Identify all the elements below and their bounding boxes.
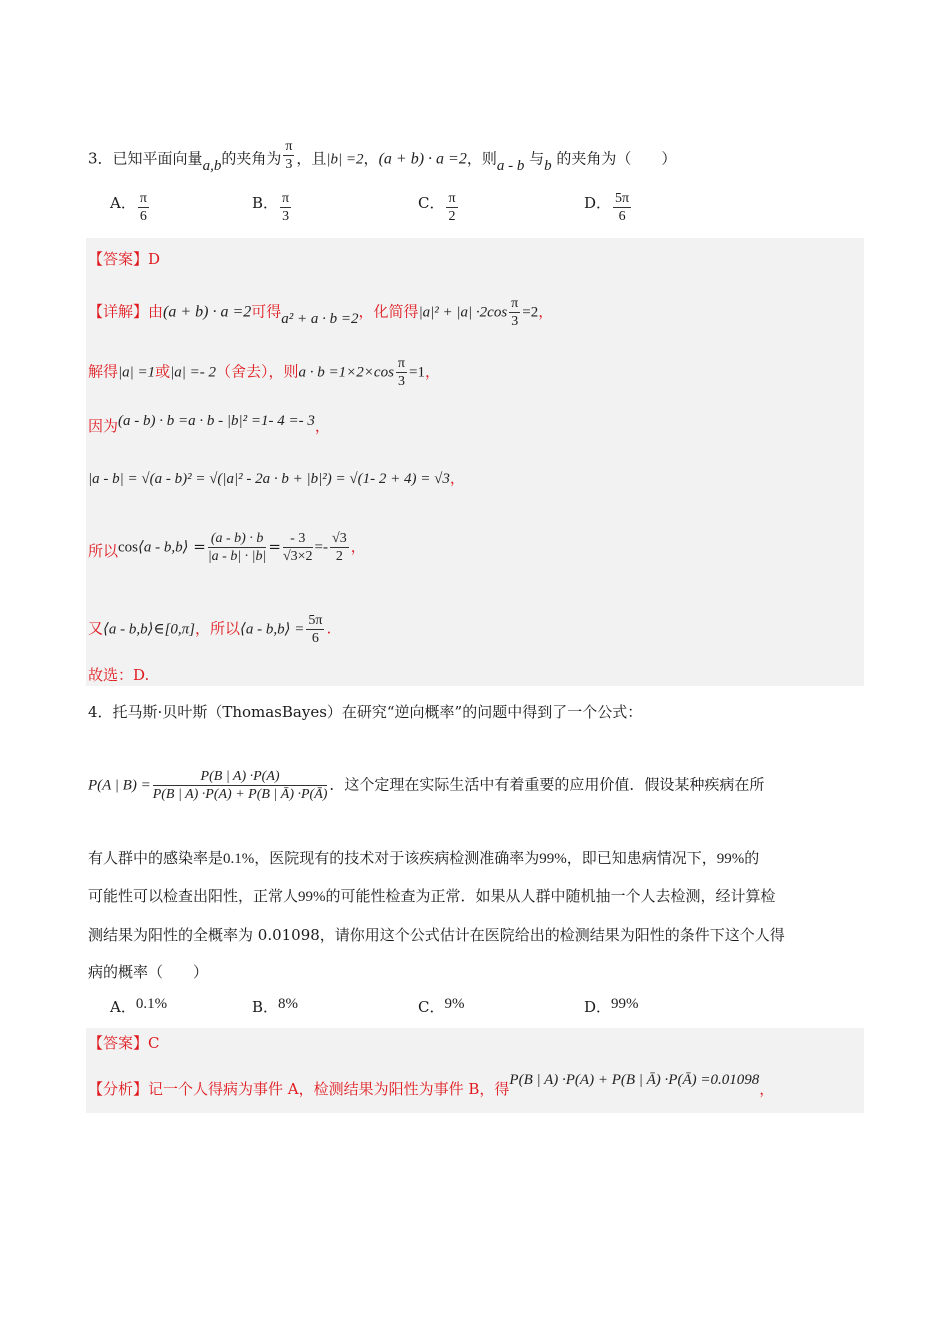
- q3-choose: 故选：D.: [88, 666, 150, 684]
- q4-analysis: 【分析】记一个人得病为事件 A，检测结果为阳性为事件 B，得P(B | A) ·P(A) + P(B | Ā) ·P(Ā) =0.01098，: [88, 1072, 775, 1098]
- q3-option-b[interactable]: B． $\frac{\pi}{3}$: [252, 191, 290, 224]
- q3-detail-line2: 解得|a| =1或|a| =- 2（舍去），则a · b =1×2×cos $\frac{\pi}{3}$ =1，: [88, 356, 440, 389]
- q4-line4: 测结果为阳性的全概率为 0.01098，请你用这个公式估计在医院给出的检测结果为阳性的条件下这个人得: [88, 926, 785, 944]
- q3-option-c[interactable]: C． $\frac{\pi}{2}$: [418, 191, 456, 224]
- q4-option-b[interactable]: B．8%: [252, 996, 299, 1016]
- q4-line5: 病的概率（ ）: [88, 963, 209, 981]
- q3-detail-line3: 因为(a - b) · b =a · b - |b|² =1- 4 =- 3，: [88, 413, 330, 435]
- q4-option-d[interactable]: D．99%: [584, 996, 639, 1016]
- q4-line2: 有人群中的感染率是0.1%，医院现有的技术对于该疾病检测准确率为99%，即已知患病情况下，99%的: [88, 849, 760, 867]
- q4-answer: 【答案】C: [88, 1034, 160, 1052]
- q3-detail-line1: 【详解】由(a + b) · a =2可得a² + a · b =2，化简得|a|² + |a| ·2cos $\frac{\pi}{3}$ =2，: [88, 296, 554, 329]
- q3-option-a[interactable]: A． $\frac{\pi}{6}$: [110, 191, 147, 224]
- q4-formula-line: P(A | B) = $\frac{P(B | A) \cdot P(A)}{P(B | A) \cdot P(A) + P(B | Ā) \cdot P(Ā)}$ ．这个定理在实际生活中有着重要的应用价值．假设某种疾病在所: [88, 769, 765, 802]
- q4-line3: 可能性可以检查出阳性，正常人99%的可能性检查为正常．如果从人群中随机抽一个人去检测，经计算检: [88, 887, 776, 905]
- q4-stem: 4．托马斯·贝叶斯（ThomasBayes）在研究“逆向概率”的问题中得到了一个公式：: [88, 703, 643, 721]
- q3-detail-line5: 所以cos⟨a - b,b⟩ = $\frac{(a - b) \cdot b}{|a - b| \cdot |b|}$ = $\frac{- 3}{√3\times 2}$ =- $\frac{√3}{2}$ ，: [88, 531, 366, 564]
- q4-option-a[interactable]: A．0.1%: [110, 996, 168, 1016]
- q3-option-d[interactable]: D． $\frac{5\pi}{6}$: [584, 191, 630, 224]
- q3-detail-line4: |a - b| = √(a - b)² = √(|a|² - 2a · b + |b|²) = √(1- 2 + 4) = √3，: [88, 469, 465, 487]
- q4-answer-box: [86, 1028, 864, 1113]
- q3-detail-line6: 又⟨a - b,b⟩∈[0,π]，所以⟨a - b,b⟩ = $\frac{5\pi}{6}$ .: [88, 613, 332, 646]
- q4-option-c[interactable]: C．9%: [418, 996, 465, 1016]
- q3-answer: 【答案】D: [88, 250, 161, 268]
- frac-pi-3: $\frac{\pi}{3}$: [285, 139, 293, 172]
- q3-stem: 3．已知平面向量a,b的夹角为 $\frac{\pi}{3}$ ，且|b| =2，(a + b) · a =2，则a - b 与b 的夹角为（ ）: [88, 139, 677, 174]
